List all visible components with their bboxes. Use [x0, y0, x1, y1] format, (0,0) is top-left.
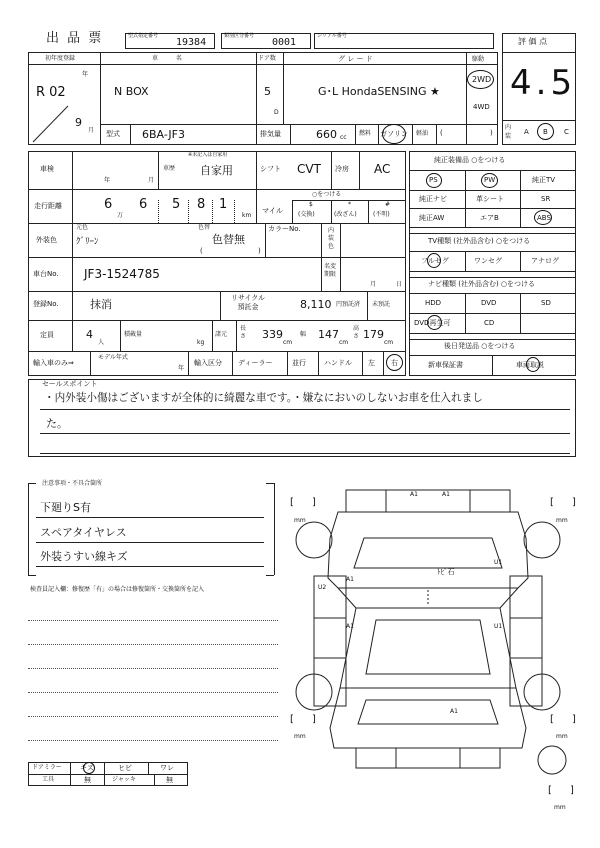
mileage-digit: 6: [104, 197, 113, 212]
navi-cd: CD: [484, 319, 495, 327]
interior-color-label: 内装色: [328, 227, 335, 250]
drive-4wd: 4WD: [473, 103, 490, 111]
mileage-digit: 6: [139, 197, 148, 212]
mm-unit: mm: [556, 733, 568, 740]
mm-unit: mm: [294, 517, 306, 524]
capacity-value: 4: [86, 328, 93, 341]
first-reg-year: R 02: [36, 85, 66, 100]
paren-left: (: [440, 129, 443, 137]
original-color-label: 元色: [76, 224, 89, 231]
bracket: ]: [572, 714, 576, 725]
ac-label: 冷房: [335, 165, 349, 173]
class-number-label: 類別区分番号: [224, 33, 255, 39]
repaint-label: 色替: [198, 224, 211, 231]
navi-title: ナビ種類 (社外品含む) ○をつける: [428, 280, 536, 288]
circle-mark: [534, 210, 552, 225]
damage-mark: A1: [410, 491, 418, 498]
height-label: 高さ: [353, 325, 360, 340]
mileage-man-unit: 万: [117, 212, 124, 219]
load-label: 積載量: [124, 331, 143, 338]
grade-score: 4.5: [510, 63, 577, 103]
right-handle-label: 右: [391, 359, 398, 367]
equip-ps: PS: [429, 176, 438, 184]
exterior-color-label: 外装色: [36, 236, 57, 244]
grade-value: G･L HondaSENSING ★: [318, 85, 440, 98]
class-number-value: 0001: [272, 37, 297, 48]
circle-mark: [83, 762, 95, 774]
circle-mark: [526, 357, 540, 372]
shift-value: CVT: [297, 162, 321, 176]
after-title: 後日発送品 ○をつける: [444, 342, 516, 350]
history-value: 自家用: [200, 164, 233, 177]
note-item: スペアタイヤレス: [40, 526, 127, 539]
cm-unit: cm: [283, 339, 293, 346]
circle-mark: [537, 123, 554, 140]
sheet-title: 出 品 票: [46, 31, 104, 46]
damage-mark: A1: [346, 576, 354, 583]
mileage-digit: 8: [197, 197, 206, 212]
interior-a: A: [524, 128, 529, 136]
break-label: ワレ: [160, 764, 174, 772]
height-value: 179: [363, 328, 384, 341]
bracket: [: [550, 497, 554, 508]
length-value: 339: [262, 328, 283, 341]
bracket: ]: [312, 714, 316, 725]
bracket: [: [290, 497, 294, 508]
equipment-title: 純正装備品 ○をつける: [434, 156, 506, 164]
jack-label: ジャッキ: [112, 776, 136, 783]
vin-label: 車台No.: [33, 270, 59, 278]
mark-note: ○をつける: [312, 191, 342, 198]
inspector-label: 検査員記入欄：修復歴「有」の場合は修復箇所・交換箇所を記入: [30, 586, 205, 593]
hash-mark: #: [385, 201, 391, 208]
navi-dvd: DVD: [481, 299, 497, 307]
unknown-label: (不明): [373, 211, 390, 218]
inspection-label: 車検: [40, 165, 54, 173]
model-value: 6BA-JF3: [142, 128, 185, 141]
type-number-value: 19384: [176, 37, 207, 48]
after-warranty: 新車保証書: [428, 361, 463, 369]
history-note: ※未記入は自家用: [188, 152, 228, 158]
damage-mark: A1: [450, 708, 458, 715]
title-deadline-label: 名変期限: [324, 263, 337, 278]
note-item: 外装うすい線キズ: [40, 550, 128, 563]
recycle-value: 8,110: [300, 298, 332, 311]
cm-unit: cm: [384, 339, 394, 346]
circle-mark: [467, 70, 494, 89]
car-name-label: 車 名: [152, 55, 190, 62]
length-label: 長さ: [240, 325, 247, 340]
light-oil-label: 軽油: [416, 130, 429, 137]
import-type-label: 輸入区分: [194, 359, 222, 367]
damage-mark: U1: [494, 559, 503, 566]
equip-airbag: エアB: [480, 214, 499, 222]
mm-unit: mm: [556, 517, 568, 524]
damage-mark: U2: [318, 584, 327, 591]
month-unit: 月: [88, 127, 95, 134]
circle-mark: [427, 253, 441, 268]
door-mark: D: [274, 109, 279, 116]
damage-mark: U1: [494, 623, 503, 630]
paren-left: (: [200, 247, 203, 255]
tool-label: 工具: [42, 776, 55, 783]
door-value: 5: [264, 85, 271, 98]
mm-unit: mm: [294, 733, 306, 740]
interior-label: 内装: [505, 124, 512, 140]
mm-unit: mm: [554, 804, 566, 811]
year-unit: 年: [178, 365, 185, 372]
recycle-label: リサイクル預託金: [230, 294, 266, 311]
equip-aw: 純正AW: [419, 214, 445, 222]
tool-value: 無: [84, 776, 91, 784]
damage-mark: ﾄﾋﾞ石: [437, 568, 455, 576]
sales-points-line-1: ・内外装小傷はございますが全体的に綺麗な車です。・嫌なにおいのしないお車を仕入れまし: [44, 392, 483, 404]
title-day-unit: 日: [396, 281, 403, 288]
diagonal-line: [28, 102, 100, 146]
left-handle-label: 左: [368, 359, 375, 367]
equip-abs: ABS: [537, 214, 551, 222]
displacement-label: 排気量: [260, 130, 281, 138]
parallel-label: 並行: [292, 359, 306, 367]
equip-sr: SR: [541, 195, 551, 203]
shift-label: シフト: [260, 165, 281, 173]
mileage-unit: km: [242, 212, 252, 219]
car-damage-diagram: [286, 478, 580, 808]
color-no-label: カラーNo.: [268, 225, 301, 233]
year-unit: 年: [82, 71, 89, 78]
registration-value: 抹消: [90, 298, 112, 311]
displacement-value: 660: [316, 128, 337, 141]
width-label: 幅: [300, 331, 307, 338]
note-item: 下廻りS有: [40, 501, 91, 514]
registration-label: 登録No.: [33, 300, 59, 308]
crack-label: ヒビ: [118, 764, 132, 772]
repaint-value: 色替無: [212, 233, 245, 246]
width-value: 147: [318, 328, 339, 341]
mileage-label: 走行距離: [34, 202, 62, 210]
serial-number-label: シリアル番号: [317, 33, 347, 39]
circle-mark: [386, 354, 403, 371]
year-unit: 年: [104, 177, 111, 184]
dollar-mark: $: [309, 201, 313, 208]
circle-mark: [426, 173, 442, 188]
first-reg-month: 9: [75, 116, 82, 129]
model-label: 型式: [106, 130, 120, 138]
tamper-label: (改ざん): [334, 211, 357, 218]
navi-dvd-play: DVD再生可: [414, 319, 451, 327]
bracket: ]: [572, 497, 576, 508]
equip-leather: 革シート: [476, 195, 504, 203]
sales-points-box: [28, 379, 576, 457]
navi-sd: SD: [541, 299, 551, 307]
original-color-value: ｸﾞﾘｰﾝ: [76, 237, 99, 247]
paren-right: ): [258, 247, 261, 255]
equip-navi: 純正ナビ: [419, 195, 447, 203]
detail-table: [28, 151, 406, 376]
navi-hdd: HDD: [425, 299, 442, 307]
star-mark: *: [348, 201, 351, 208]
drive-label: 駆動: [472, 56, 485, 63]
grade-label: グ レ ー ド: [338, 55, 373, 63]
capacity-label: 定員: [40, 331, 54, 339]
import-label: 輸入車のみ⇒: [33, 359, 74, 367]
mileage-digit: 1: [219, 197, 228, 212]
tv-oneseg: ワンセグ: [474, 257, 502, 265]
car-name-value: N BOX: [114, 85, 149, 98]
bracket: [: [550, 714, 554, 725]
mirror-value: キズ: [80, 764, 94, 772]
bracket: [: [290, 714, 294, 725]
fuel-label: 燃料: [359, 130, 372, 137]
recycle-undeposit-label: 未預託: [372, 301, 391, 308]
jack-value: 無: [166, 776, 173, 784]
fuel-value: ガソリン: [380, 130, 408, 138]
interior-b: B: [543, 128, 548, 136]
displacement-unit: cc: [340, 134, 347, 141]
equip-pw: PW: [484, 176, 496, 184]
door-label: ドア数: [258, 55, 276, 62]
title-month-unit: 月: [370, 281, 377, 288]
handle-label: ハンドル: [324, 359, 352, 367]
tv-analog: アナログ: [531, 257, 559, 265]
vin-value: JF3-1524785: [84, 267, 160, 281]
first-reg-label: 初年度登録: [45, 55, 76, 62]
damage-mark: A1: [442, 491, 450, 498]
mileage-digit: 5: [172, 197, 181, 212]
history-label: 車歴: [163, 165, 176, 172]
drive-2wd: 2WD: [472, 75, 492, 84]
sales-points-line-2: た。: [46, 417, 68, 430]
damage-mark: A1: [346, 623, 354, 630]
capacity-unit: 人: [98, 339, 105, 346]
mile-label: マイル: [262, 207, 283, 215]
interior-c: C: [564, 128, 569, 136]
cm-unit: cm: [339, 339, 349, 346]
grade-points-label: 評 価 点: [518, 37, 548, 46]
tv-fullseg: フルセグ: [421, 257, 449, 265]
ac-value: AC: [374, 162, 391, 176]
bracket: ]: [570, 785, 574, 796]
recycle-deposit-label: 円預託済: [336, 301, 361, 308]
mirror-label: ドアミラー: [32, 764, 62, 771]
paren-right: ): [490, 129, 493, 137]
bracket: ]: [312, 497, 316, 508]
after-manual: 車両取説: [516, 361, 544, 369]
tv-title: TV種類 (社外品含む) ○をつける: [428, 237, 531, 245]
circle-mark: [427, 315, 442, 330]
equip-tv: 純正TV: [532, 176, 556, 184]
notes-label: 注意事項・不具合箇所: [42, 480, 103, 487]
circle-mark: [481, 173, 498, 188]
circle-mark: [382, 124, 406, 144]
exchange-label: (交換): [298, 211, 315, 218]
dealer-label: ディーラー: [238, 359, 273, 367]
load-unit: kg: [197, 339, 205, 346]
month-unit: 月: [148, 177, 155, 184]
spec-label: 諸元: [215, 331, 228, 338]
model-year-label: モデル年式: [98, 354, 128, 361]
bracket: [: [548, 785, 552, 796]
sales-points-label: セールスポイント: [42, 380, 98, 388]
type-number-label: 型式指定番号: [128, 33, 159, 39]
